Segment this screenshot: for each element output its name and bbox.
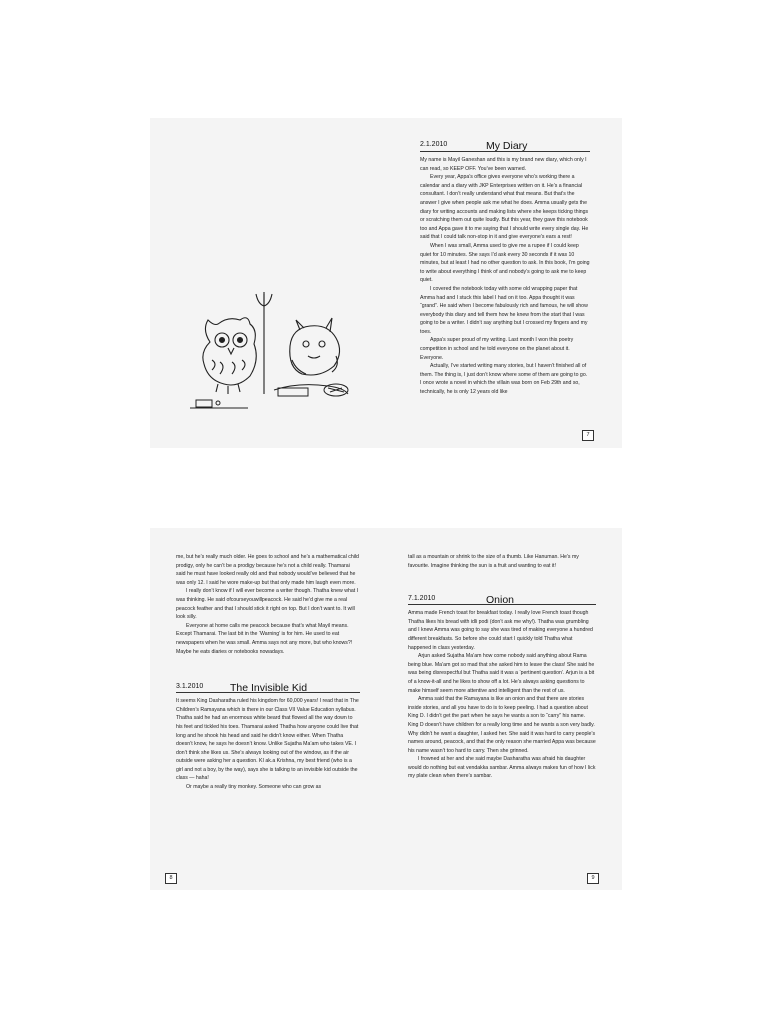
paragraph: tall as a mountain or shrink to the size of a thumb. Like Hanuman. He’s my favourite. Imagine thinking the sun is a fruit and wanting to eat it! xyxy=(408,554,579,569)
illustration-owl-and-creature xyxy=(188,290,358,420)
paragraph: Or maybe a really tiny monkey. Someone who can grow as xyxy=(186,784,322,791)
paragraph: Arjun asked Sujatha Ma’am how come nobody said anything about Rama being blue. Ma’am got so mad that she asked him to leave the class! She said he was being disrespectful but Thatha said it was a ‘pertinent question’. Arjun is a bit of a know-it-all and he likes to show off a lot. He’s always asking questions to make himself seem more attentive and intelligent than the rest of us. xyxy=(408,653,595,694)
paragraph: I frowned at her and she said maybe Dasharatha was afraid his daughter would do nothing but eat vendakka sambar. Amma always makes fun of how I lick my plate clean when there’s sambar. xyxy=(408,756,596,780)
paragraph: Actually, I’ve started writing many stories, but I haven’t finished all of them. The thing is, I just don’t know where some of them are going to go. I once wrote a novel in which the villain was born on Feb 29th and so, technically, he is only 12 years old like xyxy=(420,363,588,396)
entry-title: Onion xyxy=(486,593,515,606)
paragraph: Amma made French toast for breakfast today. I really love French toast though Thatha likes his bread with idli podi (don’t ask me why!). Thatha was grumbling and I knew Amma was going to say she was tired of making everyone a hundred different breakfasts. So before she could start I quickly told Thatha what happened in class yesterday. xyxy=(408,610,593,651)
paragraph: I covered the notebook today with some old wrapping paper that Amma had and I stuck this label I had on it too. Appa thought it was “grand”. He said when I become fabulously rich and famous, he will show everybody this diary and tell them how he knew from the start that I was going to be a writer. I didn’t say anything but I crossed my fingers and my toes. xyxy=(420,285,588,335)
entry-header xyxy=(176,678,360,693)
entry-header xyxy=(420,137,590,152)
paragraph: Everyone at home calls me peacock because that’s what Mayil means. Except Thamarai. The last bit in the ‘Warning’ is for him. He used to eat newspapers when he was small. Amma says not any more, but who knows?! Maybe he eats diaries or notebooks nowadays. xyxy=(176,622,353,655)
page-9 xyxy=(408,553,596,781)
page-number: 7 xyxy=(582,430,594,441)
page-number: 9 xyxy=(587,873,599,884)
entry-date: 3.1.2010 xyxy=(176,682,204,690)
entry-title: My Diary xyxy=(486,140,528,153)
paragraph: When I was small, Amma used to give me a rupee if I could keep quiet for 10 minutes. She says I’d ask every 30 seconds if it was 10 minutes, but at least I had no other question to ask. In this book, I’m going to write about everything I think of and nobody’s going to ask me to keep quiet. xyxy=(420,242,590,284)
entry-date: 7.1.2010 xyxy=(408,594,436,602)
entry-date: 2.1.2010 xyxy=(420,141,448,149)
entry-header xyxy=(408,590,596,605)
paragraph: I really don’t know if I will ever become a writer though. Thatha knew what I was thinking. He said ofcourseyouwillpeacock. He said he’d give me a real peacock feather and that I should stick it right on top. But I don’t want to. It will look silly. xyxy=(176,588,359,621)
page-7 xyxy=(420,137,590,397)
paragraph: My name is Mayil Ganeshan and this is my brand new diary, which only I can read, so KEEP OFF. You’ve been warned. xyxy=(420,157,587,172)
paragraph: me, but he’s really much older. He goes to school and he’s a mathematical child prodigy, only he can’t be a prodigy because he’s not a child really. Thamarai said he must have looked really old and that nobody would’ve believed that he was only 12. I said he wore make-up but that only made him laugh even more. xyxy=(176,554,359,586)
entry-title: The Invisible Kid xyxy=(230,681,308,694)
paragraph: Appa’s super proud of my writing. Last month I won this poetry competition in school and he told everyone on the planet about it. Everyone. xyxy=(420,337,574,361)
page-number: 8 xyxy=(165,873,177,884)
page-8 xyxy=(176,553,360,792)
paragraph: Amma said that the Ramayana is like an onion and that there are stories inside stories, and all you have to do is to keep peeling. I had a question about King D. I didn’t get the part when he says he wants a son to “carry” his name. King D doesn’t have children for a really long time and he wants a son very badly. Why didn’t he want a daughter, I asked her. She said it was hard to carry people’s names around, peacock, and that the only reason she married Appa was because his name wasn’t too hard to carry. Then she grinned. xyxy=(408,696,596,754)
paragraph: It seems King Dasharatha ruled his kingdom for 60,000 years! I read that in The Children’s Ramayana which is there in our Class VII Value Education syllabus. Thatha said he had an enormous white beard that flowed all the way down to his feet and tickled his toes. Thamarai asked Thatha how anyone could live that long and he shook his head and said he didn’t know either. When Thatha doesn’t know, he says he doesn’t know. Unlike Sujatha Ma’am who takes VE. I don’t think she likes us. She’s always looking out of the window, as if the air outside were asking her a question. KI ak.a Krishna, my best friend (who is a girl and not a boy, by the way), says she is talking to an invisible kid outside the class — haha! xyxy=(176,698,359,782)
paragraph: Every year, Appa’s office gives everyone who’s working there a calendar and a diary with JKP Enterprises written on it. He’s a financial consultant. I don’t really understand what that means. But that’s the answer I give when people ask me what he does. Amma usually gets the diary for writing accounts and making lists where she keeps ticking things or scratching them out quite loudly. But this year, they gave this notebook too and Appa gave it to me saying that I should write every single day. He said that I could talk non-stop in it and give everyone’s ears a rest! xyxy=(420,174,589,241)
